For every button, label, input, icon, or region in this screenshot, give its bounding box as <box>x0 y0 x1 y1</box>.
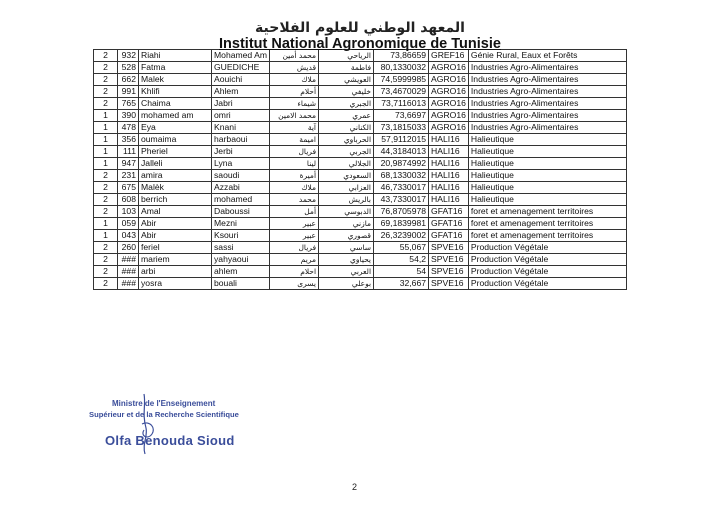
last-name-arabic-cell: الرياحي <box>319 50 374 62</box>
first-name-arabic-cell: فريال <box>270 146 319 158</box>
table-row <box>94 170 627 182</box>
last-name-arabic-cell: بالريش <box>319 194 374 206</box>
first-name-arabic-cell: محمد <box>270 194 319 206</box>
program-name-cell: Halieutique <box>468 182 626 194</box>
last-name-cell: Mohamed Am <box>212 50 270 62</box>
last-name-cell: harbaoui <box>212 134 270 146</box>
first-name-cell: mohamed am <box>139 110 212 122</box>
program-name-cell: Industries Agro-Alimentaires <box>468 122 626 134</box>
last-name-arabic-cell: خليفي <box>319 86 374 98</box>
program-name-cell: Production Végétale <box>468 254 626 266</box>
score-cell: 32,667 <box>374 278 429 290</box>
rank-cell: 2 <box>94 206 118 218</box>
id-cell: 932 <box>118 50 139 62</box>
table-row <box>94 98 627 110</box>
first-name-cell: Riahi <box>139 50 212 62</box>
rank-cell: 2 <box>94 74 118 86</box>
last-name-cell: sassi <box>212 242 270 254</box>
first-name-arabic-cell: لينا <box>270 158 319 170</box>
rank-cell: 1 <box>94 230 118 242</box>
first-name-arabic-cell: يسرى <box>270 278 319 290</box>
stamp-line-1: Ministre de l'Enseignement <box>112 399 216 408</box>
rank-cell: 2 <box>94 266 118 278</box>
table-row <box>94 218 627 230</box>
program-code-cell: AGRO16 <box>429 122 469 134</box>
id-cell: ### <box>118 278 139 290</box>
table-row <box>94 206 627 218</box>
institute-title-arabic: المعهد الوطني للعلوم الفلاحية <box>255 20 465 36</box>
table-row <box>94 86 627 98</box>
program-code-cell: AGRO16 <box>429 62 469 74</box>
last-name-arabic-cell: العزابي <box>319 182 374 194</box>
program-code-cell: AGRO16 <box>429 98 469 110</box>
program-name-cell: Halieutique <box>468 194 626 206</box>
first-name-cell: Fatma <box>139 62 212 74</box>
institute-title-french: Institut National Agronomique de Tunisie <box>219 36 501 52</box>
score-cell: 80,1330032 <box>374 62 429 74</box>
rank-cell: 1 <box>94 110 118 122</box>
last-name-cell: bouali <box>212 278 270 290</box>
score-cell: 74,5999985 <box>374 74 429 86</box>
id-cell: 111 <box>118 146 139 158</box>
program-code-cell: AGRO16 <box>429 110 469 122</box>
first-name-arabic-cell: محمد الامين <box>270 110 319 122</box>
program-name-cell: Halieutique <box>468 146 626 158</box>
last-name-arabic-cell: السعودي <box>319 170 374 182</box>
table-row <box>94 230 627 242</box>
stamp-line-2: Supérieur et de la Recherche Scientifique <box>89 410 239 419</box>
first-name-cell: Chaima <box>139 98 212 110</box>
rank-cell: 2 <box>94 86 118 98</box>
first-name-cell: oumaima <box>139 134 212 146</box>
table-row <box>94 194 627 206</box>
first-name-cell: Jalleli <box>139 158 212 170</box>
score-cell: 26,3239002 <box>374 230 429 242</box>
last-name-arabic-cell: ساسي <box>319 242 374 254</box>
table-row <box>94 266 627 278</box>
last-name-cell: yahyaoui <box>212 254 270 266</box>
program-name-cell: Halieutique <box>468 134 626 146</box>
score-cell: 69,1839981 <box>374 218 429 230</box>
rank-cell: 1 <box>94 122 118 134</box>
program-name-cell: Industries Agro-Alimentaires <box>468 62 626 74</box>
last-name-arabic-cell: قصوري <box>319 230 374 242</box>
program-name-cell: Industries Agro-Alimentaires <box>468 98 626 110</box>
score-cell: 73,7116013 <box>374 98 429 110</box>
last-name-arabic-cell: الدبوسي <box>319 206 374 218</box>
first-name-cell: Malek <box>139 74 212 86</box>
first-name-arabic-cell: اميمة <box>270 134 319 146</box>
last-name-cell: ahlem <box>212 266 270 278</box>
id-cell: 662 <box>118 74 139 86</box>
rank-cell: 1 <box>94 134 118 146</box>
last-name-cell: Lyna <box>212 158 270 170</box>
table-row <box>94 122 627 134</box>
last-name-cell: Ksouri <box>212 230 270 242</box>
first-name-arabic-cell: أحلام <box>270 86 319 98</box>
rank-cell: 1 <box>94 146 118 158</box>
score-cell: 57,9112015 <box>374 134 429 146</box>
first-name-cell: Amal <box>139 206 212 218</box>
last-name-cell: Knani <box>212 122 270 134</box>
program-name-cell: Halieutique <box>468 158 626 170</box>
program-code-cell: AGRO16 <box>429 86 469 98</box>
score-cell: 20,9874992 <box>374 158 429 170</box>
id-cell: 260 <box>118 242 139 254</box>
table-body <box>94 50 627 290</box>
program-code-cell: HALI16 <box>429 194 469 206</box>
score-cell: 73,1815033 <box>374 122 429 134</box>
rank-cell: 2 <box>94 194 118 206</box>
first-name-cell: Abir <box>139 230 212 242</box>
id-cell: 231 <box>118 170 139 182</box>
rank-cell: 1 <box>94 218 118 230</box>
table-row <box>94 146 627 158</box>
id-cell: 608 <box>118 194 139 206</box>
first-name-arabic-cell: أميرة <box>270 170 319 182</box>
score-cell: 43,7330017 <box>374 194 429 206</box>
first-name-arabic-cell: ملاك <box>270 74 319 86</box>
last-name-arabic-cell: فاطمة <box>319 62 374 74</box>
first-name-arabic-cell: محمد أمين <box>270 50 319 62</box>
rank-cell: 2 <box>94 170 118 182</box>
first-name-arabic-cell: عبير <box>270 230 319 242</box>
id-cell: 765 <box>118 98 139 110</box>
first-name-cell: amira <box>139 170 212 182</box>
last-name-arabic-cell: الحرباوي <box>319 134 374 146</box>
first-name-cell: arbi <box>139 266 212 278</box>
student-list-table <box>93 49 627 290</box>
first-name-arabic-cell: فريال <box>270 242 319 254</box>
first-name-cell: Malèk <box>139 182 212 194</box>
first-name-arabic-cell: ملاك <box>270 182 319 194</box>
last-name-arabic-cell: العويشي <box>319 74 374 86</box>
rank-cell: 2 <box>94 254 118 266</box>
signatory-name: Olfa Benouda Sioud <box>105 433 235 448</box>
rank-cell: 2 <box>94 278 118 290</box>
program-name-cell: Production Végétale <box>468 242 626 254</box>
program-name-cell: foret et amenagement territoires <box>468 230 626 242</box>
program-name-cell: Industries Agro-Alimentaires <box>468 86 626 98</box>
first-name-cell: Abir <box>139 218 212 230</box>
last-name-cell: mohamed <box>212 194 270 206</box>
program-code-cell: GFAT16 <box>429 230 469 242</box>
first-name-arabic-cell: احلام <box>270 266 319 278</box>
score-cell: 46,7330017 <box>374 182 429 194</box>
program-code-cell: GFAT16 <box>429 218 469 230</box>
last-name-arabic-cell: الجبري <box>319 98 374 110</box>
page-number: 2 <box>352 482 358 492</box>
last-name-cell: Aouichi <box>212 74 270 86</box>
id-cell: 059 <box>118 218 139 230</box>
first-name-cell: feriel <box>139 242 212 254</box>
table-row <box>94 134 627 146</box>
program-code-cell: SPVE16 <box>429 254 469 266</box>
id-cell: 675 <box>118 182 139 194</box>
program-code-cell: HALI16 <box>429 146 469 158</box>
program-name-cell: Production Végétale <box>468 266 626 278</box>
id-cell: 043 <box>118 230 139 242</box>
last-name-cell: saoudi <box>212 170 270 182</box>
program-code-cell: HALI16 <box>429 134 469 146</box>
id-cell: 356 <box>118 134 139 146</box>
first-name-arabic-cell: آية <box>270 122 319 134</box>
table-row <box>94 110 627 122</box>
program-name-cell: Production Végétale <box>468 278 626 290</box>
program-code-cell: GFAT16 <box>429 206 469 218</box>
last-name-cell: omri <box>212 110 270 122</box>
score-cell: 54 <box>374 266 429 278</box>
program-code-cell: HALI16 <box>429 182 469 194</box>
table-row <box>94 278 627 290</box>
score-cell: 73,4670029 <box>374 86 429 98</box>
id-cell: 390 <box>118 110 139 122</box>
last-name-arabic-cell: مازني <box>319 218 374 230</box>
id-cell: ### <box>118 254 139 266</box>
id-cell: 991 <box>118 86 139 98</box>
ministry-stamp <box>84 384 244 462</box>
rank-cell: 1 <box>94 158 118 170</box>
first-name-cell: Eya <box>139 122 212 134</box>
score-cell: 76,8705978 <box>374 206 429 218</box>
id-cell: 103 <box>118 206 139 218</box>
first-name-arabic-cell: قديش <box>270 62 319 74</box>
last-name-cell: Jerbi <box>212 146 270 158</box>
program-code-cell: HALI16 <box>429 170 469 182</box>
first-name-cell: yosra <box>139 278 212 290</box>
program-code-cell: SPVE16 <box>429 266 469 278</box>
score-cell: 68,1330032 <box>374 170 429 182</box>
last-name-cell: Daboussi <box>212 206 270 218</box>
program-name-cell: Industries Agro-Alimentaires <box>468 74 626 86</box>
score-cell: 73,86659 <box>374 50 429 62</box>
program-name-cell: Industries Agro-Alimentaires <box>468 110 626 122</box>
last-name-arabic-cell: الجربي <box>319 146 374 158</box>
table-row <box>94 182 627 194</box>
score-cell: 55,067 <box>374 242 429 254</box>
last-name-arabic-cell: الكناني <box>319 122 374 134</box>
last-name-arabic-cell: الجلالي <box>319 158 374 170</box>
program-code-cell: GREF16 <box>429 50 469 62</box>
last-name-cell: Ahlem <box>212 86 270 98</box>
program-code-cell: SPVE16 <box>429 278 469 290</box>
first-name-cell: Pheriel <box>139 146 212 158</box>
id-cell: ### <box>118 266 139 278</box>
first-name-arabic-cell: مريم <box>270 254 319 266</box>
last-name-cell: Jabri <box>212 98 270 110</box>
first-name-arabic-cell: أمل <box>270 206 319 218</box>
program-name-cell: foret et amenagement territoires <box>468 206 626 218</box>
last-name-cell: Azzabi <box>212 182 270 194</box>
first-name-cell: mariem <box>139 254 212 266</box>
rank-cell: 2 <box>94 62 118 74</box>
first-name-cell: Khlifi <box>139 86 212 98</box>
id-cell: 528 <box>118 62 139 74</box>
table-row <box>94 62 627 74</box>
last-name-cell: GUEDICHE <box>212 62 270 74</box>
last-name-arabic-cell: بوعلي <box>319 278 374 290</box>
last-name-arabic-cell: عمري <box>319 110 374 122</box>
table-row <box>94 242 627 254</box>
rank-cell: 2 <box>94 182 118 194</box>
program-code-cell: HALI16 <box>429 158 469 170</box>
first-name-arabic-cell: شيماء <box>270 98 319 110</box>
table-row <box>94 158 627 170</box>
score-cell: 44,3184013 <box>374 146 429 158</box>
first-name-cell: berrich <box>139 194 212 206</box>
score-cell: 73,6697 <box>374 110 429 122</box>
program-name-cell: foret et amenagement territoires <box>468 218 626 230</box>
id-cell: 947 <box>118 158 139 170</box>
rank-cell: 2 <box>94 98 118 110</box>
last-name-cell: Mezni <box>212 218 270 230</box>
program-code-cell: AGRO16 <box>429 74 469 86</box>
program-code-cell: SPVE16 <box>429 242 469 254</box>
last-name-arabic-cell: يحياوي <box>319 254 374 266</box>
table-row <box>94 74 627 86</box>
score-cell: 54,2 <box>374 254 429 266</box>
first-name-arabic-cell: عبير <box>270 218 319 230</box>
rank-cell: 2 <box>94 242 118 254</box>
id-cell: 478 <box>118 122 139 134</box>
last-name-arabic-cell: العربي <box>319 266 374 278</box>
table-row <box>94 254 627 266</box>
rank-cell: 2 <box>94 50 118 62</box>
program-name-cell: Génie Rural, Eaux et Forêts <box>468 50 626 62</box>
program-name-cell: Halieutique <box>468 170 626 182</box>
